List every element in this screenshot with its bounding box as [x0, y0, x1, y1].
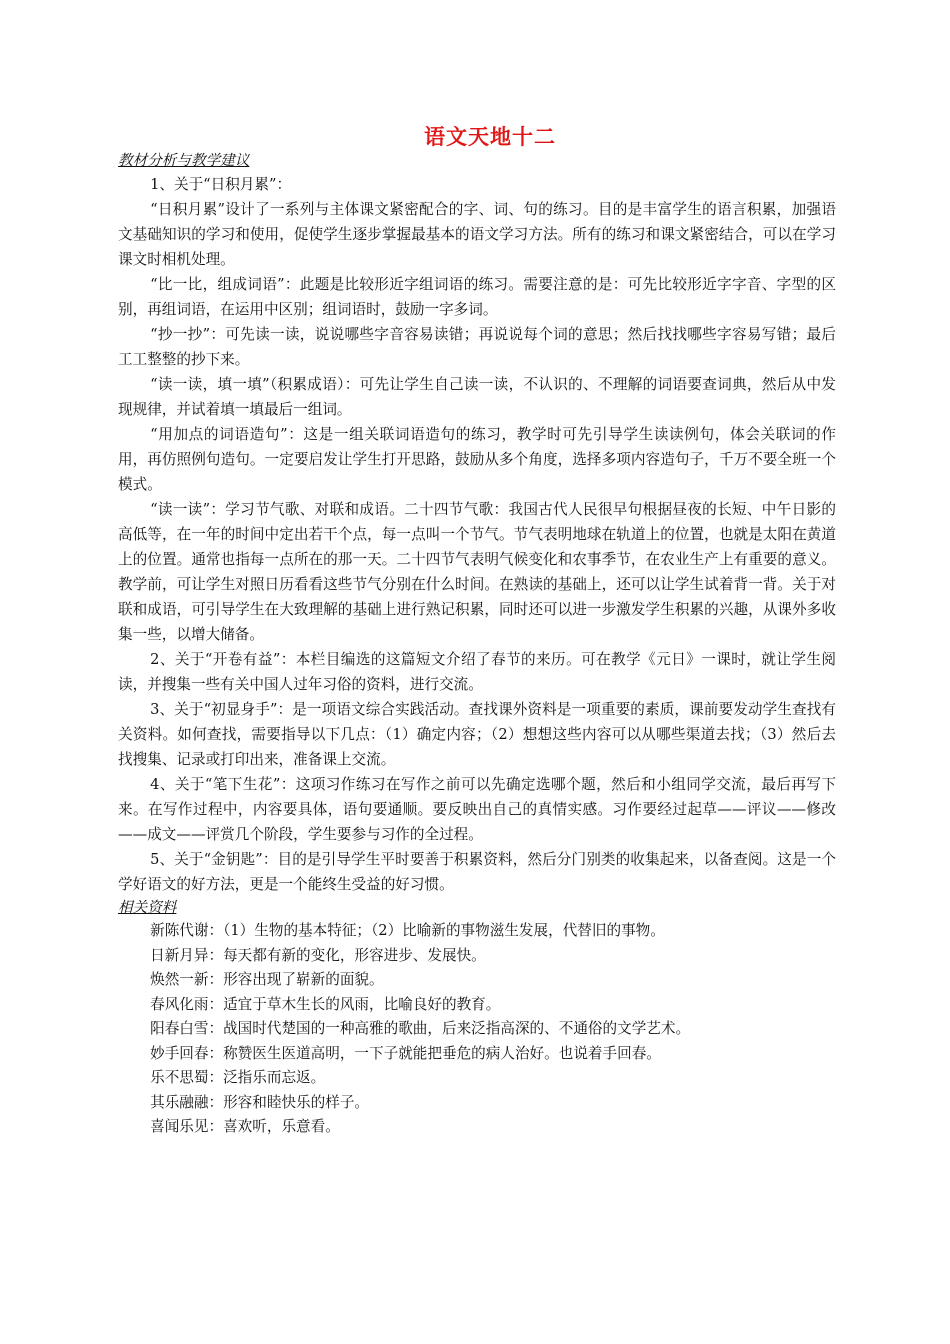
reference-entry: 妙手回春：称赞医生医道高明，一下子就能把垂危的病人治好。也说着手回春。 [150, 1044, 661, 1062]
reference-entry: 春风化雨：适宜于草木生长的风雨，比喻良好的教育。 [150, 995, 501, 1013]
paragraph: 3、关于“初显身手”：是一项语文综合实践活动。查找课外资料是一项重要的素质，课前要发动学生查找有关资料。如何查找，需要指导以下几点：（1）确定内容；（2）想想这些内容可以从哪些渠道去找；（3）然后去找搜集、记录或打印出来，准备课上交流。 [118, 701, 836, 768]
paragraph: “读一读，填一填”（积累成语）：可先让学生自己读一读，不认识的、不理解的词语要查词典，然后从中发现规律，并试着填一填最后一组词。 [118, 376, 836, 418]
paragraph: “比一比，组成词语”：此题是比较形近字组词语的练习。需要注意的是：可先比较形近字字音、字型的区别，再组词语，在运用中区别；组词语时，鼓励一字多词。 [118, 276, 836, 318]
paragraph: “日积月累”设计了一系列与主体课文紧密配合的字、词、句的练习。目的是丰富学生的语言积累，加强语文基础知识的学习和使用，促使学生逐步掌握最基本的语文学习方法。所有的练习和课文紧密结合，可以在学习课文时相机处理。 [118, 201, 836, 268]
document-title: 语文天地十二 [424, 124, 556, 149]
paragraph: “用加点的词语造句”：这是一组关联词语造句的练习，教学时可先引导学生读读例句，体会关联词的作用，再仿照例句造句。一定要启发让学生打开思路，鼓励从多个角度，选择多项内容造句子，千万不要全班一个模式。 [118, 426, 836, 493]
reference-entry: 乐不思蜀：泛指乐而忘返。 [150, 1069, 326, 1086]
reference-entry: 焕然一新：形容出现了崭新的面貌。 [150, 971, 384, 988]
reference-entry: 日新月异：每天都有新的变化，形容进步、发展快。 [150, 946, 486, 964]
paragraph: 1、关于“日积月累”： [150, 176, 292, 193]
paragraph: 2、关于“开卷有益”：本栏目编选的这篇短文介绍了春节的来历。可在教学《元日》一课时，就让学生阅读，并搜集一些有关中国人过年习俗的资料，进行交流。 [118, 651, 836, 693]
section-heading-analysis: 教材分析与教学建议 [118, 152, 250, 169]
paragraph: “读一读”：学习节气歌、对联和成语。二十四节气歌：我国古代人民很早句根据昼夜的长短、中午日影的高低等，在一年的时间中定出若干个点，每一点叫一个节气。节气表明地球在轨道上的位置，也就是太阳在黄道上的位置。通常也指每一点所在的那一天。二十四节气表明气候变化和农事季节，在农业生产上有重要的意义。教学前，可让学生对照日历看看这些节气分别在什么时间。在熟读的基础上，还可以让学生试着背一背。关于对联和成语，可引导学生在大致理解的基础上进行熟记积累，同时还可以进一步激发学生积累的兴趣，从课外多收集一些，以增大储备。 [118, 501, 836, 643]
paragraph: “抄一抄”：可先读一读，说说哪些字音容易读错；再说说每个词的意思；然后找找哪些字容易写错；最后工工整整的抄下来。 [118, 326, 836, 368]
reference-entry: 其乐融融：形容和睦快乐的样子。 [150, 1093, 370, 1111]
paragraph: 4、关于“笔下生花”：这项习作练习在写作之前可以先确定选哪个题，然后和小组同学交流，最后再写下来。在写作过程中，内容要具体，语句要通顺。要反映出自己的真情实感。习作要经过起草——评议——修改——成文——评赏几个阶段，学生要参与习作的全过程。 [118, 776, 836, 843]
document-body [118, 150, 836, 1140]
reference-entry: 阳春白雪：战国时代楚国的一种高雅的歌曲，后来泛指高深的、不通俗的文学艺术。 [150, 1020, 691, 1037]
section-heading-references: 相关资料 [118, 899, 177, 916]
reference-entry: 喜闻乐见：喜欢听，乐意看。 [150, 1118, 340, 1135]
paragraph: 5、关于“金钥匙”：目的是引导学生平时要善于积累资料，然后分门别类的收集起来，以备查阅。这是一个学好语文的好方法，更是一个能终生受益的好习惯。 [118, 851, 836, 893]
reference-entry: 新陈代谢：（1）生物的基本特征；（2）比喻新的事物滋生发展，代替旧的事物。 [150, 922, 665, 939]
